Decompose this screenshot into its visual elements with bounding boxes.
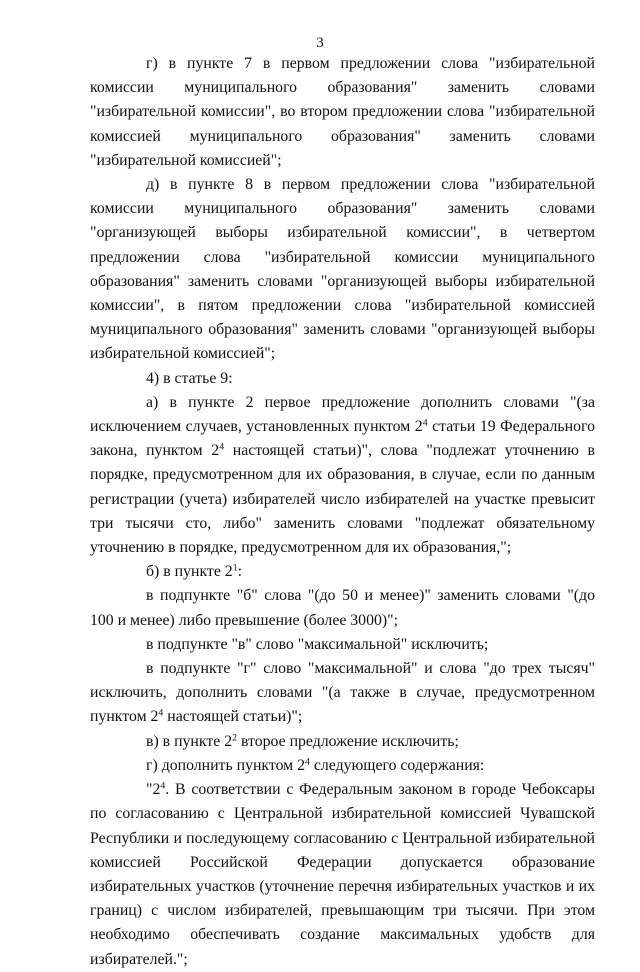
paragraph (90, 657, 595, 730)
paragraph (90, 633, 595, 657)
paragraph-text: в) в пункте 2 (146, 732, 233, 750)
paragraph-text: в подпункте "г" слово "максимальной" и слова "до трех тысяч" исключить, дополнить словами "(а также в случае, предусмотренном пунктом 2 (90, 660, 595, 726)
paragraph-text: 4) в статье 9: (146, 369, 233, 387)
superscript: 4 (158, 708, 164, 720)
paragraph-text: в подпункте "в" слово "максимальной" исключить; (146, 635, 489, 653)
paragraph-text: в подпункте "б" слова "(до 50 и менее)" заменить словами "(до 100 и менее) либо превышение (более 3000)"; (90, 587, 595, 629)
paragraph-text: следующего содержания: (309, 756, 485, 774)
superscript: 1 (232, 562, 238, 574)
paragraph (90, 778, 595, 972)
paragraph (90, 391, 595, 560)
paragraph-text: второе предложение исключить; (237, 732, 459, 750)
paragraph (90, 173, 595, 367)
paragraph-text: статьи 19 Федерального закона, пунктом 2 (90, 418, 595, 460)
paragraph-text: б) в пункте 2 (146, 563, 233, 581)
paragraph-text: настоящей статьи)", слова "подлежат уточнению в порядке, предусмотренном для их образования, в случае, если по данным регистрации (учета) избирателей число избирателей на участке превысит три тысячи сто, либо" заменить словами "подлежат обязательному уточнению в порядке, предусмотренном для их образования,"; (90, 442, 596, 557)
paragraph (90, 560, 595, 584)
paragraph (90, 584, 595, 632)
paragraph-text: . В соответствии с Федеральным законом в городе Чебоксары по согласованию с Центральной избирательной комиссией Чувашской Республики и последующему согласованию с Центральной избирательной комиссией Российской Федерации допускается образование избирательных участков (уточнение перечня избирательных участков и их границ) с числом избирателей, превышающим три тысячи. При этом необходимо обеспечивать создание максимальных удобств для избирателей."; (90, 781, 595, 968)
paragraph-text: : (237, 563, 242, 581)
page-number: 3 (316, 35, 324, 51)
paragraph (90, 52, 595, 173)
superscript: 4 (219, 441, 225, 453)
document-body (90, 52, 595, 972)
paragraph-text: г) дополнить пунктом 2 (146, 756, 306, 774)
paragraph (90, 730, 595, 754)
paragraph (90, 367, 595, 391)
paragraph-text: настоящей статьи)"; (163, 708, 303, 726)
paragraph-text: "2 (146, 781, 161, 799)
superscript: 2 (232, 732, 238, 744)
superscript: 4 (422, 417, 428, 429)
paragraph-text: г) в пункте 7 в первом предложении слова "избирательной комиссии муниципального образования" заменить словами "избирательной комиссии", во втором предложении слова "избирательной комиссией муниципального образования" заменить словами "избирательной комиссией"; (90, 55, 595, 169)
paragraph-text: а) в пункте 2 первое предложение дополнить словами "(за исключением случаев, установленных пунктом 2 (90, 393, 595, 436)
paragraph-text: д) в пункте 8 в первом предложении слова "избирательной комиссии муниципального образования" заменить словами "организующей выборы избирательной комиссии", в четвертом предложении слова "избирательной комиссии муниципального образования" заменить словами "организующей выборы избирательной комиссии", в пятом предложении слова "избирательной комиссией муниципального образования" заменить словами "организующей выборы избирательной комиссией"; (90, 176, 595, 363)
paragraph (90, 754, 595, 778)
superscript: 4 (160, 780, 166, 792)
superscript: 4 (305, 756, 310, 768)
